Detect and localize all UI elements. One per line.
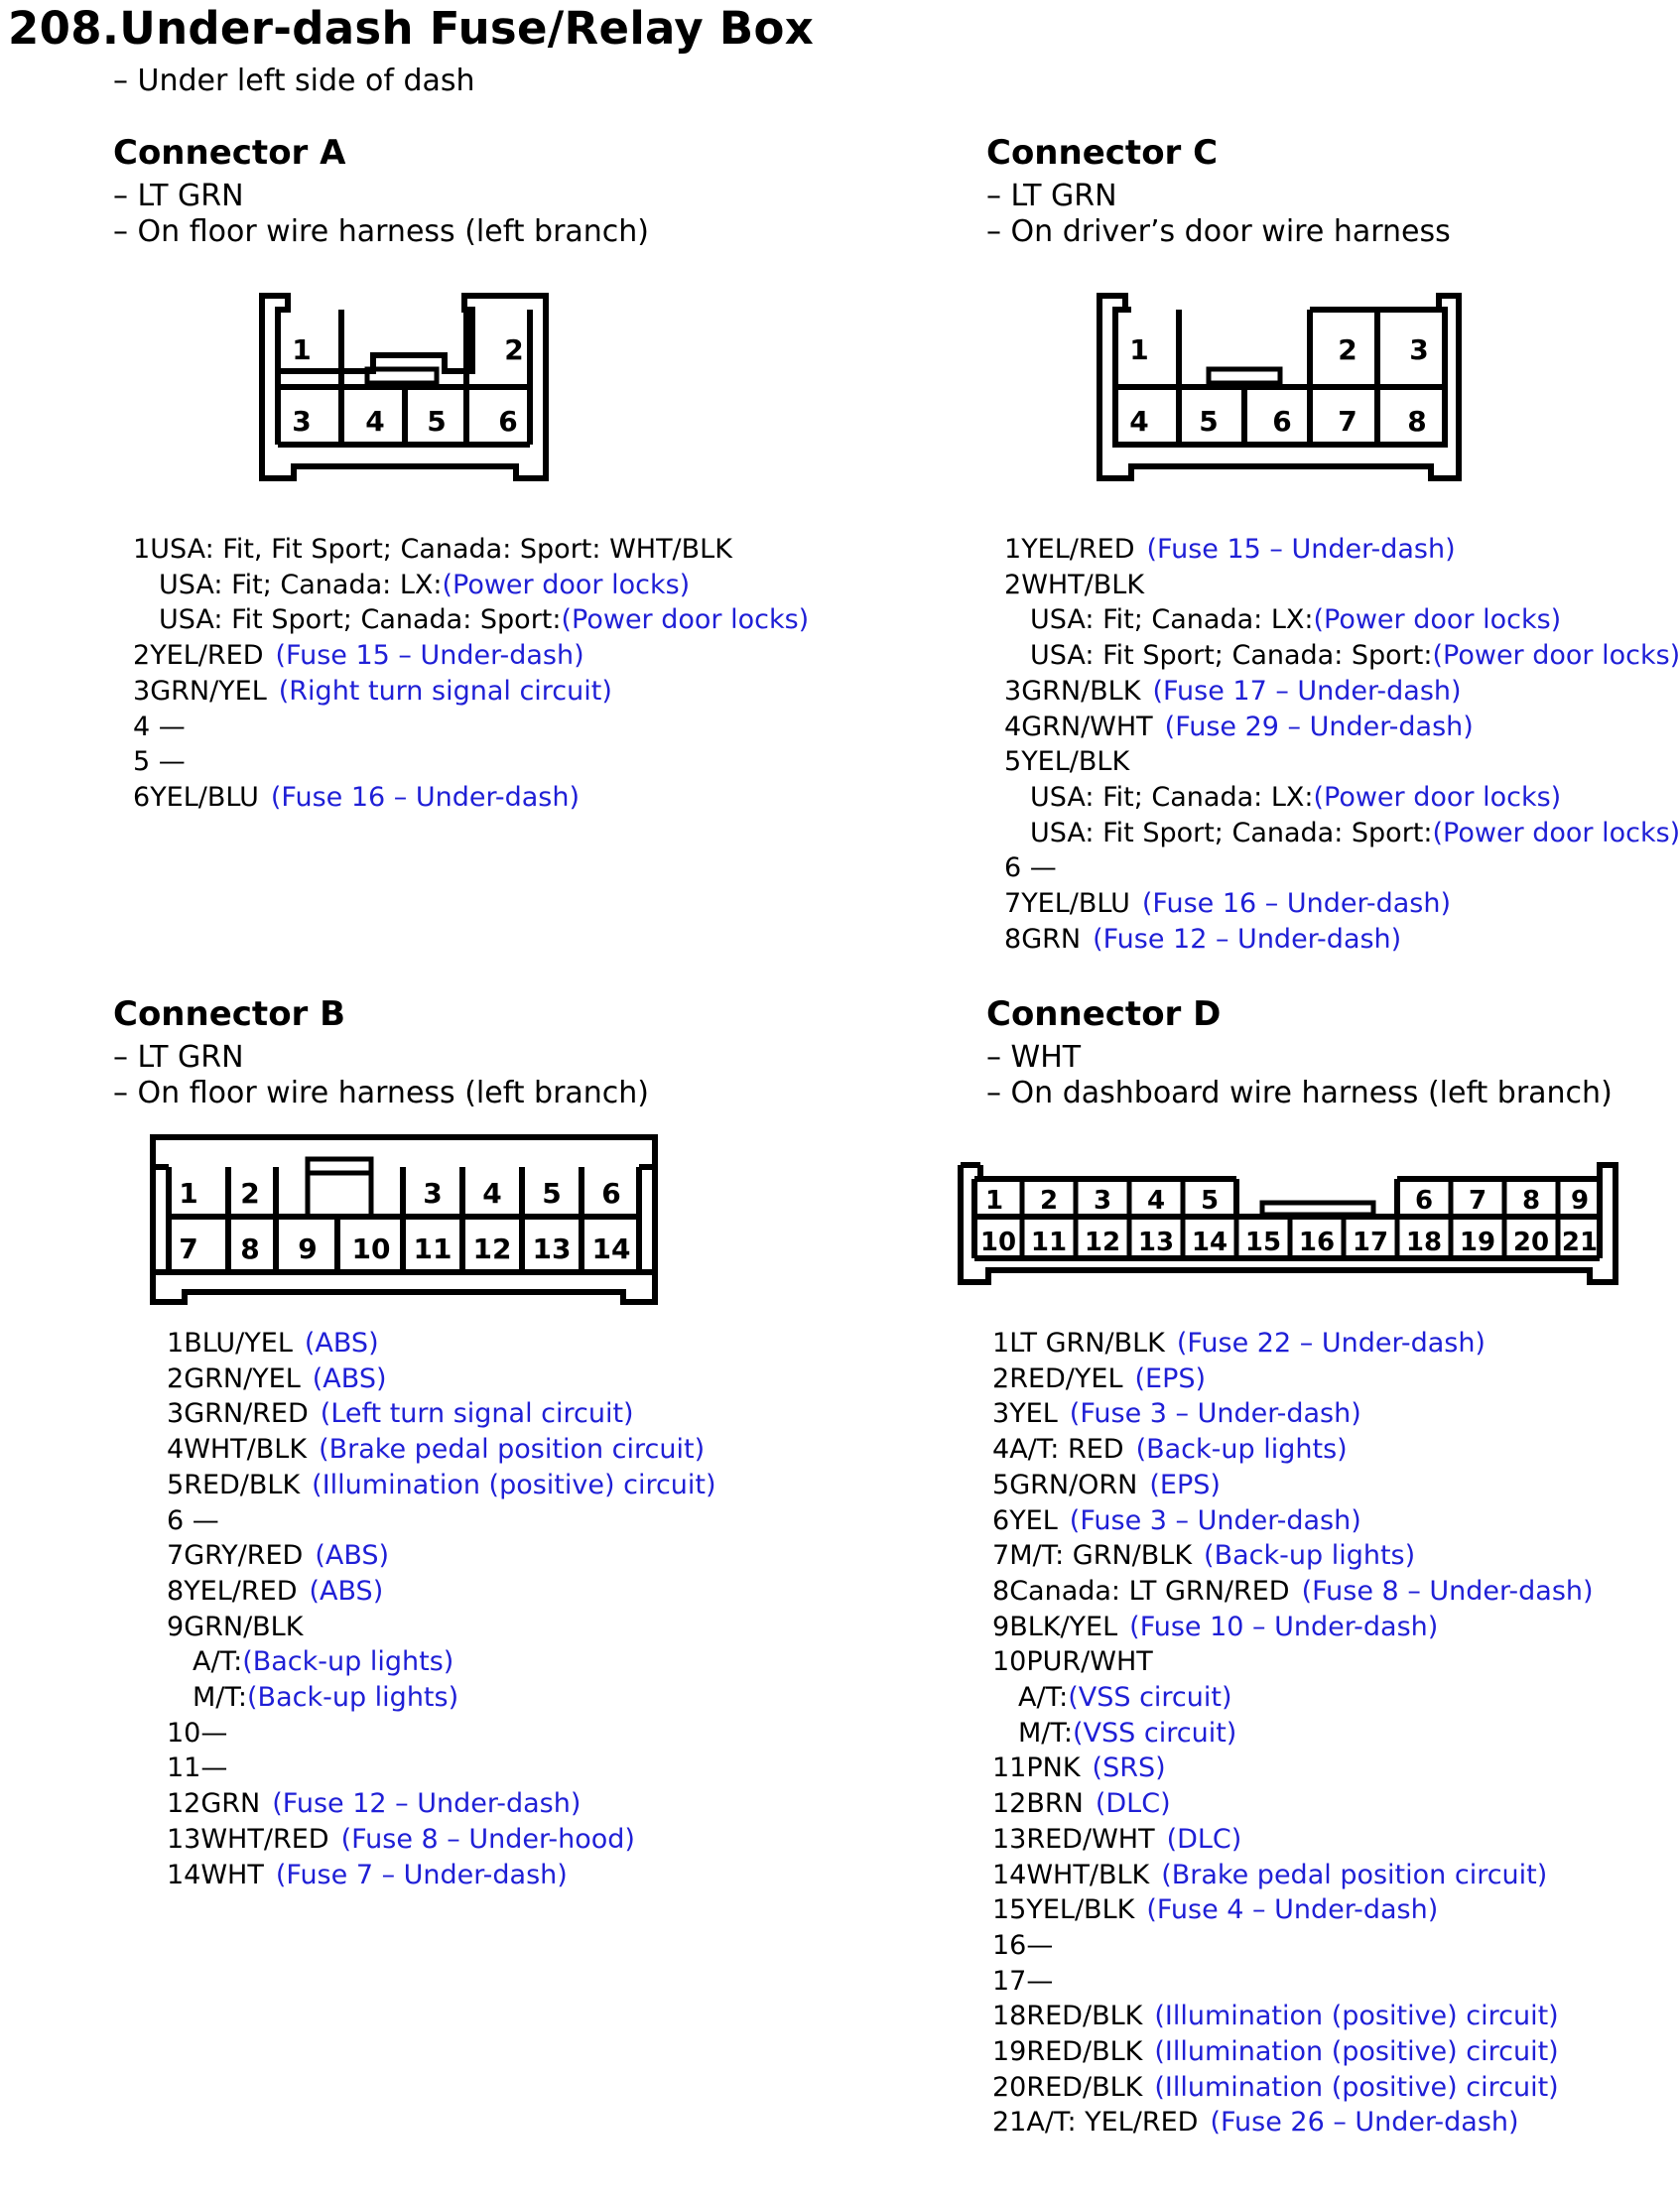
pin-row: [992, 2107, 1519, 2139]
pin-sub-row: [193, 1646, 453, 1678]
wire-color: BLU/YEL: [184, 1328, 293, 1359]
connector-b-pin-label: 1: [179, 1177, 198, 1210]
circuit-description: (Fuse 8 – Under-hood): [340, 1823, 635, 1855]
wire-color: YEL/RED: [150, 640, 264, 672]
wire-color: GRN/YEL: [184, 1363, 301, 1394]
circuit-description: (Power door locks): [1432, 640, 1680, 672]
wire-color: USA: Fit; Canada: LX:: [1030, 604, 1314, 636]
pin-number: 14: [167, 1859, 201, 1890]
circuit-description: (Illumination (positive) circuit): [1154, 2071, 1559, 2103]
wire-color: USA: Fit Sport; Canada: Sport:: [1030, 817, 1433, 848]
pin-row: [167, 1860, 568, 1891]
pin-number: 3: [133, 675, 151, 707]
pin-number: 19: [992, 2036, 1027, 2067]
pin-number: 5: [133, 746, 151, 778]
pin-row: [992, 2001, 1559, 2032]
connector-b-pin-label: 8: [240, 1233, 260, 1265]
circuit-description: (Right turn signal circuit): [278, 675, 612, 707]
pin-row: [992, 1363, 1206, 1395]
connector-d-pin-label: 1: [984, 1186, 1004, 1216]
wire-color: A/T:: [1018, 1682, 1069, 1713]
pin-number: 14: [992, 1859, 1027, 1890]
pin-number: 18: [992, 2001, 1027, 2032]
wire-color: WHT: [200, 1859, 264, 1890]
connector-d-diagram: [955, 1159, 1625, 1286]
pin-row: [133, 676, 612, 708]
pin-number: 6: [133, 781, 151, 813]
circuit-description: (Brake pedal position circuit): [1161, 1859, 1548, 1890]
pin-number: 8: [1004, 923, 1022, 955]
connector-c-diagram: [1096, 292, 1465, 486]
connector-d-pin-label: 5: [1200, 1186, 1220, 1216]
circuit-description: (Illumination (positive) circuit): [1154, 2001, 1559, 2032]
circuit-description: (ABS): [309, 1575, 384, 1607]
pin-number: 1: [133, 534, 151, 565]
connector-b-pin-label: 3: [423, 1177, 443, 1210]
wire-color: WHT/BLK: [1021, 569, 1145, 600]
pin-number: 12: [167, 1788, 201, 1820]
circuit-description: (Fuse 17 – Under-dash): [1152, 675, 1462, 707]
connector-d-pin-label: 15: [1244, 1228, 1282, 1257]
circuit-description: (Illumination (positive) circuit): [312, 1469, 716, 1500]
connector-b-pin-label: 12: [472, 1233, 512, 1265]
wire-color: PUR/WHT: [1026, 1646, 1153, 1678]
pin-sub-row: [1030, 782, 1561, 814]
circuit-description: (DLC): [1166, 1823, 1242, 1855]
pin-row: [167, 1470, 716, 1501]
pin-row: [1004, 534, 1456, 566]
pin-row: [992, 1434, 1348, 1466]
pin-row: [133, 782, 580, 814]
wire-color: GRY/RED: [184, 1540, 304, 1572]
connector-a-pin-label: 6: [498, 405, 518, 438]
pin-number: 6: [1004, 852, 1022, 884]
page-title: 208.Under-dash Fuse/Relay Box: [8, 2, 815, 55]
pin-number: 1: [992, 1328, 1010, 1359]
wire-color: RED/YEL: [1009, 1363, 1123, 1394]
pin-number: 13: [992, 1823, 1027, 1855]
circuit-description: (Fuse 4 – Under-dash): [1146, 1894, 1439, 1926]
connector-a-harness: – On floor wire harness (left branch): [113, 214, 649, 250]
circuit-description: (Fuse 10 – Under-dash): [1129, 1611, 1439, 1642]
pin-row: [133, 640, 584, 672]
pin-row: [1004, 852, 1057, 884]
wire-color: GRN/YEL: [150, 675, 267, 707]
connector-b-pin-label: 10: [351, 1233, 391, 1265]
circuit-description: (VSS circuit): [1073, 1717, 1237, 1749]
circuit-description: (EPS): [1134, 1363, 1207, 1394]
connector-d-pin-label: 9: [1570, 1186, 1590, 1216]
pin-sub-row: [1018, 1682, 1232, 1714]
circuit-description: (Fuse 12 – Under-dash): [272, 1788, 582, 1820]
circuit-description: (Fuse 7 – Under-dash): [275, 1859, 568, 1890]
circuit-description: (VSS circuit): [1068, 1682, 1232, 1713]
pin-number: 17: [992, 1965, 1027, 1997]
connector-c-pin-label: 6: [1272, 405, 1292, 438]
connector-a-diagram: [258, 292, 552, 486]
pin-row: [992, 1752, 1166, 1784]
connector-d-details: [986, 1040, 1613, 1111]
wire-color: USA: Fit; Canada: LX:: [1030, 781, 1314, 813]
wire-color: GRN: [200, 1788, 261, 1820]
pin-number: 7: [992, 1540, 1010, 1572]
connector-c-pin-label: 5: [1199, 405, 1219, 438]
connector-b-pin-label: 6: [601, 1177, 621, 1210]
pin-row: [992, 1966, 1053, 1998]
pin-number: 20: [992, 2071, 1027, 2103]
pin-row: [992, 1824, 1241, 1856]
pin-number: 3: [167, 1398, 185, 1430]
pin-number: 1: [167, 1328, 185, 1359]
pin-number: 5: [1004, 746, 1022, 778]
connector-d-pin-label: 21: [1561, 1228, 1599, 1257]
circuit-description: (Back-up lights): [242, 1646, 454, 1678]
pin-number: 2: [133, 640, 151, 672]
connector-d-color: – WHT: [986, 1040, 1613, 1076]
connector-a-color: – LT GRN: [113, 179, 649, 214]
circuit-description: (Back-up lights): [1135, 1434, 1348, 1466]
pin-number: 2: [1004, 569, 1022, 600]
connector-c-pin-label: 3: [1409, 333, 1429, 366]
pin-row: [1004, 570, 1144, 601]
connector-b-color: – LT GRN: [113, 1040, 649, 1076]
wire-color: M/T:: [1018, 1717, 1074, 1749]
wire-color: USA: Fit, Fit Sport; Canada: Sport: WHT/BLK: [150, 534, 732, 565]
wire-color: GRN: [1021, 923, 1082, 955]
connector-b-details: [113, 1040, 649, 1111]
connector-a-pin-label: 4: [365, 405, 385, 438]
connector-b-pin-label: 9: [298, 1233, 318, 1265]
wire-color: YEL/RED: [184, 1575, 298, 1607]
pin-row: [167, 1505, 219, 1537]
connector-c-heading: Connector C: [986, 133, 1219, 173]
wire-color: GRN/WHT: [1021, 711, 1153, 742]
pin-row: [992, 1860, 1547, 1891]
pin-number: 6: [992, 1504, 1010, 1536]
circuit-description: (EPS): [1149, 1469, 1221, 1500]
pin-number: 15: [992, 1894, 1027, 1926]
connector-d-pin-label: 4: [1146, 1186, 1166, 1216]
connector-b-pin-label: 7: [179, 1233, 198, 1265]
connector-c-pin-label: 2: [1338, 333, 1357, 366]
pin-row: [167, 1612, 303, 1643]
pin-number: 2: [992, 1363, 1010, 1394]
connector-c-pin-label: 4: [1129, 405, 1149, 438]
connector-a-pin-label: 5: [427, 405, 447, 438]
wire-color: GRN/BLK: [184, 1611, 304, 1642]
wire-color: RED/BLK: [1026, 2071, 1143, 2103]
connector-d-pin-label: 14: [1191, 1228, 1228, 1257]
circuit-description: (Fuse 3 – Under-dash): [1069, 1504, 1361, 1536]
connector-b-pin-label: 14: [591, 1233, 631, 1265]
pin-number: 21: [992, 2107, 1027, 2139]
pin-row: [167, 1363, 387, 1395]
wire-color: BLK/YEL: [1009, 1611, 1118, 1642]
circuit-description: (ABS): [304, 1328, 379, 1359]
circuit-description: (Power door locks): [1313, 781, 1562, 813]
circuit-description: (Fuse 16 – Under-dash): [270, 781, 580, 813]
connector-d-heading: Connector D: [986, 994, 1222, 1034]
connector-d-pin-label: 16: [1298, 1228, 1336, 1257]
circuit-description: (DLC): [1095, 1788, 1171, 1820]
connector-c-pin-label: 8: [1407, 405, 1427, 438]
pin-row: [992, 1894, 1438, 1926]
pin-row: [992, 1328, 1486, 1360]
wire-color: YEL/BLU: [1021, 888, 1130, 919]
circuit-description: (Fuse 29 – Under-dash): [1164, 711, 1474, 742]
connector-a-pin-label: 2: [504, 333, 524, 366]
circuit-description: (Power door locks): [1313, 604, 1562, 636]
pin-sub-row: [1030, 818, 1680, 849]
wire-color: —: [150, 746, 186, 778]
connector-c-pin-label: 1: [1129, 333, 1149, 366]
circuit-description: (ABS): [312, 1363, 387, 1394]
pin-number: 10: [992, 1646, 1027, 1678]
pin-number: 16: [992, 1929, 1027, 1961]
connector-c-harness: – On driver’s door wire harness: [986, 214, 1451, 250]
pin-number: 8: [167, 1575, 185, 1607]
wire-color: —: [1026, 1929, 1054, 1961]
box-location: – Under left side of dash: [113, 64, 475, 98]
connector-b-pin-label: 5: [542, 1177, 562, 1210]
wire-color: A/T:: [193, 1646, 243, 1678]
wire-color: WHT/RED: [200, 1823, 329, 1855]
pin-row: [167, 1328, 379, 1360]
wire-color: YEL/RED: [1021, 534, 1135, 565]
pin-row: [992, 1646, 1153, 1678]
wire-color: YEL/BLU: [150, 781, 259, 813]
pin-number: 11: [167, 1752, 201, 1784]
wire-color: —: [184, 1504, 219, 1536]
connector-d-pin-label: 2: [1039, 1186, 1059, 1216]
connector-a-heading: Connector A: [113, 133, 346, 173]
circuit-description: (Left turn signal circuit): [320, 1398, 634, 1430]
pin-row: [167, 1434, 705, 1466]
connector-d-pin-label: 6: [1414, 1186, 1434, 1216]
circuit-description: (ABS): [315, 1540, 390, 1572]
pin-row: [1004, 676, 1462, 708]
pin-number: 1: [1004, 534, 1022, 565]
connector-d-pin-label: 3: [1093, 1186, 1112, 1216]
wire-color: WHT/BLK: [184, 1434, 308, 1466]
wire-color: M/T:: [193, 1682, 248, 1713]
pin-row: [992, 1505, 1361, 1537]
circuit-description: (Power door locks): [442, 569, 691, 600]
wire-color: GRN/RED: [184, 1398, 309, 1430]
wire-color: YEL/BLK: [1021, 746, 1130, 778]
pin-row: [167, 1752, 227, 1784]
connector-b-pin-label: 11: [413, 1233, 452, 1265]
connector-a-pin-label: 1: [292, 333, 312, 366]
connector-b-harness: – On floor wire harness (left branch): [113, 1076, 649, 1111]
pin-row: [992, 2072, 1559, 2104]
circuit-description: (Illumination (positive) circuit): [1154, 2036, 1559, 2067]
connector-d-harness: – On dashboard wire harness (left branch): [986, 1076, 1613, 1111]
pin-row: [992, 1788, 1171, 1820]
connector-d-pin-label: 8: [1521, 1186, 1541, 1216]
wire-color: GRN/BLK: [1021, 675, 1141, 707]
connector-b-pin-label: 13: [532, 1233, 572, 1265]
pin-row: [992, 2036, 1559, 2068]
connector-b-diagram: [149, 1133, 661, 1310]
circuit-description: (Fuse 3 – Under-dash): [1069, 1398, 1361, 1430]
pin-number: 4: [992, 1434, 1010, 1466]
pin-number: 7: [167, 1540, 185, 1572]
pin-row: [992, 1612, 1438, 1643]
circuit-description: (Power door locks): [561, 604, 810, 636]
wire-color: RED/WHT: [1026, 1823, 1155, 1855]
circuit-description: (Power door locks): [1432, 817, 1680, 848]
pin-number: 10: [167, 1717, 201, 1749]
pin-row: [992, 1540, 1415, 1572]
connector-b-heading: Connector B: [113, 994, 346, 1034]
pin-number: 8: [992, 1575, 1010, 1607]
pin-number: 3: [992, 1398, 1010, 1430]
wire-color: PNK: [1026, 1752, 1081, 1784]
circuit-description: (Fuse 15 – Under-dash): [275, 640, 584, 672]
wire-color: —: [200, 1752, 228, 1784]
connector-c-details: [986, 179, 1451, 250]
circuit-description: (Fuse 15 – Under-dash): [1146, 534, 1456, 565]
pin-row: [1004, 924, 1401, 956]
pin-row: [1004, 746, 1129, 778]
pin-row: [167, 1824, 635, 1856]
wire-color: A/T: YEL/RED: [1026, 2107, 1199, 2139]
connector-d-pin-label: 10: [979, 1228, 1017, 1257]
connector-d-pin-label: 12: [1084, 1228, 1121, 1257]
wire-color: YEL/BLK: [1026, 1894, 1135, 1926]
wire-color: —: [1026, 1965, 1054, 1997]
pin-row: [133, 712, 186, 743]
circuit-description: (Fuse 8 – Under-dash): [1301, 1575, 1594, 1607]
pin-number: 4: [1004, 711, 1022, 742]
pin-row: [992, 1398, 1361, 1430]
connector-d-pin-label: 18: [1405, 1228, 1443, 1257]
connector-d-pin-label: 19: [1459, 1228, 1496, 1257]
pin-sub-row: [193, 1682, 458, 1714]
connector-c-color: – LT GRN: [986, 179, 1451, 214]
wire-color: GRN/ORN: [1009, 1469, 1138, 1500]
pin-row: [1004, 888, 1451, 920]
pin-sub-row: [1030, 640, 1680, 672]
circuit-description: (Fuse 26 – Under-dash): [1210, 2107, 1519, 2139]
connector-a-pin-label: 3: [292, 405, 312, 438]
wire-color: USA: Fit Sport; Canada: Sport:: [1030, 640, 1433, 672]
pin-number: 9: [992, 1611, 1010, 1642]
pin-row: [992, 1576, 1594, 1608]
pin-number: 11: [992, 1752, 1027, 1784]
circuit-description: (Fuse 16 – Under-dash): [1141, 888, 1451, 919]
pin-row: [992, 1470, 1221, 1501]
pin-row: [167, 1718, 227, 1750]
pin-number: 5: [992, 1469, 1010, 1500]
wire-color: YEL: [1009, 1398, 1058, 1430]
wire-color: RED/BLK: [1026, 2036, 1143, 2067]
wire-color: —: [1021, 852, 1057, 884]
wire-color: YEL: [1009, 1504, 1058, 1536]
wire-color: RED/BLK: [1026, 2001, 1143, 2032]
pin-number: 5: [167, 1469, 185, 1500]
pin-sub-row: [159, 604, 809, 636]
connector-d-pin-label: 17: [1352, 1228, 1389, 1257]
connector-d-pin-label: 7: [1468, 1186, 1487, 1216]
circuit-description: (Fuse 22 – Under-dash): [1176, 1328, 1486, 1359]
pin-number: 7: [1004, 888, 1022, 919]
pin-number: 3: [1004, 675, 1022, 707]
pin-row: [167, 1398, 634, 1430]
pin-sub-row: [159, 570, 690, 601]
pin-sub-row: [1018, 1718, 1236, 1750]
circuit-description: (Fuse 12 – Under-dash): [1093, 923, 1402, 955]
connector-d-pin-label: 20: [1512, 1228, 1550, 1257]
pin-number: 13: [167, 1823, 201, 1855]
wire-color: —: [150, 711, 186, 742]
pin-number: 4: [167, 1434, 185, 1466]
connector-a-details: [113, 179, 649, 250]
wire-color: WHT/BLK: [1026, 1859, 1150, 1890]
wire-color: USA: Fit Sport; Canada: Sport:: [159, 604, 562, 636]
pin-row: [133, 534, 732, 566]
pin-row: [1004, 712, 1474, 743]
pin-number: 9: [167, 1611, 185, 1642]
wire-color: —: [200, 1717, 228, 1749]
connector-b-pin-label: 2: [240, 1177, 260, 1210]
pin-number: 12: [992, 1788, 1027, 1820]
pin-row: [133, 746, 186, 778]
wire-color: RED/BLK: [184, 1469, 301, 1500]
wire-color: USA: Fit; Canada: LX:: [159, 569, 443, 600]
pin-row: [167, 1576, 383, 1608]
connector-d-pin-label: 11: [1030, 1228, 1068, 1257]
wire-color: A/T: RED: [1009, 1434, 1124, 1466]
pin-number: 4: [133, 711, 151, 742]
connector-d-pin-label: 13: [1137, 1228, 1175, 1257]
pin-number: 2: [167, 1363, 185, 1394]
pin-number: 6: [167, 1504, 185, 1536]
connector-c-pin-label: 7: [1338, 405, 1357, 438]
pin-sub-row: [1030, 604, 1561, 636]
wire-color: LT GRN/BLK: [1009, 1328, 1165, 1359]
pin-row: [167, 1788, 581, 1820]
pin-row: [992, 1930, 1053, 1962]
wire-color: M/T: GRN/BLK: [1009, 1540, 1193, 1572]
circuit-description: (Back-up lights): [1204, 1540, 1416, 1572]
wire-color: Canada: LT GRN/RED: [1009, 1575, 1290, 1607]
wire-color: BRN: [1026, 1788, 1084, 1820]
circuit-description: (SRS): [1092, 1752, 1166, 1784]
connector-b-pin-label: 4: [482, 1177, 502, 1210]
circuit-description: (Back-up lights): [247, 1682, 459, 1713]
pin-row: [167, 1540, 389, 1572]
circuit-description: (Brake pedal position circuit): [319, 1434, 706, 1466]
